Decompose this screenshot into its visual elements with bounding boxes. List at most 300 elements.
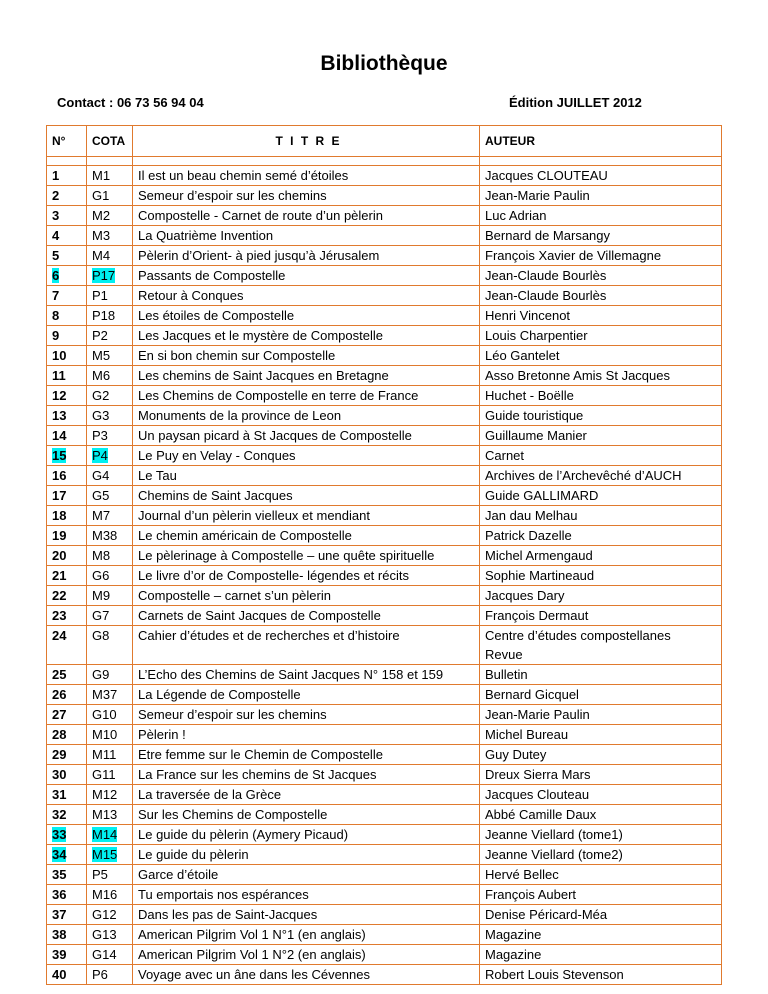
row-cota-text: M16 <box>92 887 118 902</box>
row-number-text: 5 <box>52 248 60 263</box>
row-cota <box>87 725 133 745</box>
row-number <box>47 446 87 466</box>
row-cota-text: P6 <box>92 967 108 982</box>
row-author-text: Louis Charpentier <box>485 328 588 343</box>
row-cota-text: G8 <box>92 628 110 643</box>
row-title <box>133 486 480 506</box>
row-title <box>133 665 480 685</box>
row-author-text: François Aubert <box>485 887 577 902</box>
row-cota <box>87 606 133 626</box>
row-cota <box>87 665 133 685</box>
row-title <box>133 506 480 526</box>
row-title-text: Le guide du pèlerin <box>138 847 249 862</box>
row-cota <box>87 386 133 406</box>
row-cota-text: M37 <box>92 687 118 702</box>
row-number <box>47 286 87 306</box>
row-cota <box>87 965 133 985</box>
row-title-text: Pèlerin ! <box>138 727 186 742</box>
row-author-text: Asso Bretonne Amis St Jacques <box>485 368 670 383</box>
table-row <box>47 346 722 366</box>
table-row <box>47 805 722 825</box>
row-title-text: La Quatrième Invention <box>138 228 274 243</box>
table-row <box>47 725 722 745</box>
row-cota <box>87 346 133 366</box>
row-author <box>480 546 722 566</box>
row-number-text: 29 <box>52 747 67 762</box>
row-number-text: 25 <box>52 667 67 682</box>
table-row <box>47 905 722 925</box>
row-cota-text: P18 <box>92 308 116 323</box>
row-number <box>47 586 87 606</box>
row-number-text: 7 <box>52 288 60 303</box>
row-cota <box>87 366 133 386</box>
row-title <box>133 186 480 206</box>
row-cota <box>87 925 133 945</box>
row-author-text: Carnet <box>485 448 525 463</box>
row-cota-text: M8 <box>92 548 111 563</box>
row-number <box>47 206 87 226</box>
row-number <box>47 825 87 845</box>
row-author-text: Archives de l’Archevêché d’AUCH <box>485 468 682 483</box>
row-cota <box>87 426 133 446</box>
table-row <box>47 745 722 765</box>
row-cota <box>87 626 133 665</box>
row-number <box>47 566 87 586</box>
row-title <box>133 406 480 426</box>
row-author-text: Jean-Marie Paulin <box>485 188 590 203</box>
spacer-cell <box>133 157 480 166</box>
row-cota-text: G4 <box>92 468 110 483</box>
row-author-text: Jacques CLOUTEAU <box>485 168 608 183</box>
row-title <box>133 925 480 945</box>
table-row <box>47 825 722 845</box>
row-title-text: Le Tau <box>138 468 177 483</box>
row-title <box>133 426 480 446</box>
row-author <box>480 186 722 206</box>
row-author-text: Jean-Marie Paulin <box>485 707 590 722</box>
row-author <box>480 206 722 226</box>
row-number-text: 31 <box>52 787 67 802</box>
row-number-text: 14 <box>52 428 67 443</box>
row-title <box>133 965 480 985</box>
row-number <box>47 705 87 725</box>
row-title-text: American Pilgrim Vol 1 N°2 (en anglais) <box>138 947 366 962</box>
row-title-text: Le Puy en Velay - Conques <box>138 448 296 463</box>
row-number-text: 9 <box>52 328 60 343</box>
row-number-text: 8 <box>52 308 60 323</box>
row-cota-text: M1 <box>92 168 111 183</box>
row-cota <box>87 526 133 546</box>
table-row <box>47 845 722 865</box>
row-number-text: 10 <box>52 348 67 363</box>
row-cota-text: M15 <box>92 847 118 862</box>
table-row <box>47 506 722 526</box>
row-number <box>47 506 87 526</box>
table-row <box>47 885 722 905</box>
row-cota-text: M11 <box>92 747 117 762</box>
row-cota <box>87 166 133 186</box>
row-number-text: 15 <box>52 448 67 463</box>
row-author <box>480 765 722 785</box>
row-author-text: Jean-Claude Bourlès <box>485 288 607 303</box>
row-number <box>47 166 87 186</box>
row-number <box>47 785 87 805</box>
row-author <box>480 426 722 446</box>
row-title-text: Retour à Conques <box>138 288 244 303</box>
row-author-text: Léo Gantelet <box>485 348 560 363</box>
table-row <box>47 306 722 326</box>
row-author <box>480 506 722 526</box>
row-author <box>480 386 722 406</box>
row-author <box>480 586 722 606</box>
header-cota: COTA <box>87 126 133 157</box>
row-cota <box>87 186 133 206</box>
table-row <box>47 466 722 486</box>
row-title <box>133 306 480 326</box>
row-title <box>133 566 480 586</box>
row-number <box>47 845 87 865</box>
header-auteur: AUTEUR <box>480 126 722 157</box>
row-title-text: En si bon chemin sur Compostelle <box>138 348 336 363</box>
row-cota <box>87 326 133 346</box>
row-number <box>47 945 87 965</box>
row-number <box>47 765 87 785</box>
row-number-text: 28 <box>52 727 67 742</box>
row-number-text: 30 <box>52 767 67 782</box>
row-cota <box>87 685 133 705</box>
row-cota-text: M3 <box>92 228 111 243</box>
header-num: N° <box>47 126 87 157</box>
row-cota <box>87 546 133 566</box>
table-row <box>47 785 722 805</box>
row-author <box>480 606 722 626</box>
table-row <box>47 925 722 945</box>
row-title-text: Le pèlerinage à Compostelle – une quête spirituelle <box>138 548 435 563</box>
row-number-text: 37 <box>52 907 67 922</box>
table-row <box>47 486 722 506</box>
row-number <box>47 905 87 925</box>
table-row <box>47 406 722 426</box>
row-title-text: Les Jacques et le mystère de Compostelle <box>138 328 383 343</box>
row-title-text: Monuments de la province de Leon <box>138 408 342 423</box>
row-title-text: Dans les pas de Saint-Jacques <box>138 907 318 922</box>
row-title-text: La traversée de la Grèce <box>138 787 282 802</box>
row-number-text: 21 <box>52 568 67 583</box>
row-cota-text: M7 <box>92 508 111 523</box>
row-cota <box>87 905 133 925</box>
table-row <box>47 186 722 206</box>
row-title <box>133 885 480 905</box>
row-title-text: Le guide du pèlerin (Aymery Picaud) <box>138 827 349 842</box>
row-author <box>480 845 722 865</box>
row-cota-text: G9 <box>92 667 110 682</box>
row-author-text: Luc Adrian <box>485 208 547 223</box>
table-row <box>47 586 722 606</box>
row-cota <box>87 805 133 825</box>
row-cota-text: G14 <box>92 947 117 962</box>
row-number-text: 4 <box>52 228 60 243</box>
row-author <box>480 745 722 765</box>
row-number <box>47 306 87 326</box>
row-title <box>133 685 480 705</box>
row-cota-text: M13 <box>92 807 118 822</box>
row-number <box>47 685 87 705</box>
row-cota <box>87 566 133 586</box>
row-author-text: Patrick Dazelle <box>485 528 572 543</box>
spacer-row <box>47 157 722 166</box>
row-title-text: Compostelle – carnet s’un pèlerin <box>138 588 331 603</box>
row-author <box>480 226 722 246</box>
table-row <box>47 326 722 346</box>
row-author-text: Michel Armengaud <box>485 548 593 563</box>
row-cota-text: M5 <box>92 348 111 363</box>
row-title <box>133 206 480 226</box>
row-title <box>133 346 480 366</box>
row-title <box>133 945 480 965</box>
row-author-text: François Dermaut <box>485 608 589 623</box>
row-author <box>480 486 722 506</box>
row-title <box>133 705 480 725</box>
row-number <box>47 226 87 246</box>
row-cota-text: P1 <box>92 288 108 303</box>
row-number-text: 34 <box>52 847 67 862</box>
row-number-text: 16 <box>52 468 67 483</box>
row-title-text: La France sur les chemins de St Jacques <box>138 767 377 782</box>
row-number <box>47 665 87 685</box>
row-cota <box>87 286 133 306</box>
row-cota-text: G11 <box>92 767 116 782</box>
row-cota <box>87 406 133 426</box>
row-number-text: 17 <box>52 488 67 503</box>
row-number-text: 24 <box>52 628 67 643</box>
row-author-text: Centre d’études compostellanes <box>485 628 671 643</box>
row-number <box>47 865 87 885</box>
row-title-text: Le chemin américain de Compostelle <box>138 528 352 543</box>
row-number <box>47 885 87 905</box>
row-title <box>133 905 480 925</box>
row-cota-text: G3 <box>92 408 110 423</box>
row-cota-text: P5 <box>92 867 108 882</box>
row-author <box>480 246 722 266</box>
row-number-text: 19 <box>52 528 67 543</box>
table-row <box>47 426 722 446</box>
row-number <box>47 606 87 626</box>
table-row <box>47 945 722 965</box>
row-author-text: Guillaume Manier <box>485 428 587 443</box>
row-author <box>480 626 722 665</box>
row-cota-text: M38 <box>92 528 118 543</box>
table-row <box>47 606 722 626</box>
row-title-text: Semeur d’espoir sur les chemins <box>138 707 327 722</box>
row-author-text: Henri Vincenot <box>485 308 571 323</box>
row-author-extra: Revue <box>485 647 523 662</box>
table-row <box>47 386 722 406</box>
table-row <box>47 206 722 226</box>
table-row <box>47 566 722 586</box>
table-row <box>47 286 722 306</box>
page-title: Bibliothèque <box>320 52 448 75</box>
row-title <box>133 466 480 486</box>
row-title <box>133 266 480 286</box>
row-cota-text: G10 <box>92 707 117 722</box>
row-author-text: Jean-Claude Bourlès <box>485 268 607 283</box>
row-cota <box>87 945 133 965</box>
row-title-text: Il est un beau chemin semé d’étoiles <box>138 168 349 183</box>
row-title-text: Compostelle - Carnet de route d’un pèlerin <box>138 208 383 223</box>
row-number <box>47 626 87 665</box>
row-cota-text: G12 <box>92 907 117 922</box>
row-title <box>133 446 480 466</box>
row-author-text: Guide touristique <box>485 408 584 423</box>
spacer-cell <box>47 157 87 166</box>
row-title-text: Les Chemins de Compostelle en terre de France <box>138 388 419 403</box>
row-number <box>47 526 87 546</box>
row-author <box>480 865 722 885</box>
row-cota <box>87 825 133 845</box>
row-author <box>480 266 722 286</box>
row-author-text: Hervé Bellec <box>485 867 559 882</box>
spacer-cell <box>480 157 722 166</box>
row-number-text: 3 <box>52 208 60 223</box>
row-cota-text: M9 <box>92 588 111 603</box>
table-row <box>47 166 722 186</box>
row-title-text: Cahier d’études et de recherches et d’histoire <box>138 628 400 643</box>
row-title-text: Chemins de Saint Jacques <box>138 488 293 503</box>
row-title-text: L’Echo des Chemins de Saint Jacques N° 158 et 159 <box>138 667 444 682</box>
row-author <box>480 905 722 925</box>
row-cota-text: G2 <box>92 388 110 403</box>
row-author-text: Magazine <box>485 927 542 942</box>
row-author-text: François Xavier de Villemagne <box>485 248 662 263</box>
row-author <box>480 725 722 745</box>
row-author-text: Guy Dutey <box>485 747 547 762</box>
row-author <box>480 306 722 326</box>
contact-line: Contact : 06 73 56 94 04 <box>57 95 204 110</box>
row-title <box>133 785 480 805</box>
row-title <box>133 586 480 606</box>
row-author <box>480 346 722 366</box>
row-number <box>47 406 87 426</box>
row-title <box>133 166 480 186</box>
library-table <box>46 125 722 985</box>
table-row <box>47 226 722 246</box>
row-number-text: 13 <box>52 408 67 423</box>
row-number-text: 39 <box>52 947 67 962</box>
row-cota <box>87 705 133 725</box>
row-title-text: Passants de Compostelle <box>138 268 286 283</box>
row-number <box>47 486 87 506</box>
row-author-text: Jacques Clouteau <box>485 787 590 802</box>
row-author-text: Michel Bureau <box>485 727 569 742</box>
row-title-text: Voyage avec un âne dans les Cévennes <box>138 967 371 982</box>
row-author <box>480 665 722 685</box>
row-title-text: Journal d’un pèlerin vielleux et mendiant <box>138 508 370 523</box>
row-author-text: Jacques Dary <box>485 588 565 603</box>
table-row <box>47 765 722 785</box>
row-title <box>133 626 480 665</box>
row-cota <box>87 226 133 246</box>
row-title-text: Le livre d’or de Compostelle- légendes et récits <box>138 568 409 583</box>
row-title <box>133 286 480 306</box>
row-title <box>133 825 480 845</box>
row-number <box>47 725 87 745</box>
row-number <box>47 246 87 266</box>
row-cota-text: M6 <box>92 368 111 383</box>
table-row <box>47 965 722 985</box>
row-number-text: 26 <box>52 687 67 702</box>
row-author-text: Bulletin <box>485 667 528 682</box>
edition-line: Édition JUILLET 2012 <box>509 95 642 110</box>
row-number-text: 32 <box>52 807 67 822</box>
row-cota-text: M14 <box>92 827 118 842</box>
row-cota <box>87 845 133 865</box>
row-number <box>47 266 87 286</box>
row-number-text: 38 <box>52 927 67 942</box>
row-title <box>133 226 480 246</box>
header-row <box>47 126 722 157</box>
row-author <box>480 566 722 586</box>
row-title-text: Tu emportais nos espérances <box>138 887 309 902</box>
row-number <box>47 965 87 985</box>
table-row <box>47 546 722 566</box>
row-author <box>480 805 722 825</box>
row-number-text: 20 <box>52 548 67 563</box>
row-cota-text: P3 <box>92 428 108 443</box>
row-author <box>480 825 722 845</box>
row-number <box>47 186 87 206</box>
row-cota-text: M12 <box>92 787 118 802</box>
table-row <box>47 526 722 546</box>
row-cota <box>87 466 133 486</box>
row-number-text: 23 <box>52 608 67 623</box>
row-cota-text: G5 <box>92 488 110 503</box>
row-cota <box>87 586 133 606</box>
row-number-text: 2 <box>52 188 60 203</box>
row-cota <box>87 446 133 466</box>
row-title-text: Les étoiles de Compostelle <box>138 308 295 323</box>
table-row <box>47 665 722 685</box>
row-author <box>480 286 722 306</box>
row-title-text: Garce d’étoile <box>138 867 219 882</box>
row-cota <box>87 206 133 226</box>
spacer-cell <box>87 157 133 166</box>
row-number-text: 12 <box>52 388 67 403</box>
row-title <box>133 546 480 566</box>
row-cota <box>87 745 133 765</box>
row-cota <box>87 885 133 905</box>
row-author <box>480 945 722 965</box>
row-title-text: Les chemins de Saint Jacques en Bretagne <box>138 368 389 383</box>
row-cota-text: G6 <box>92 568 110 583</box>
row-author-text: Magazine <box>485 947 542 962</box>
table-row <box>47 366 722 386</box>
row-title <box>133 606 480 626</box>
row-author <box>480 885 722 905</box>
row-author-text: Bernard Gicquel <box>485 687 579 702</box>
row-cota-text: M2 <box>92 208 111 223</box>
row-author-text: Jan dau Melhau <box>485 508 578 523</box>
row-title <box>133 386 480 406</box>
row-number <box>47 386 87 406</box>
row-cota-text: P4 <box>92 448 108 463</box>
table-row <box>47 246 722 266</box>
row-author-text: Guide GALLIMARD <box>485 488 599 503</box>
row-cota <box>87 266 133 286</box>
row-number <box>47 546 87 566</box>
row-title <box>133 765 480 785</box>
row-author-text: Sophie Martineaud <box>485 568 595 583</box>
row-title-text: American Pilgrim Vol 1 N°1 (en anglais) <box>138 927 366 942</box>
